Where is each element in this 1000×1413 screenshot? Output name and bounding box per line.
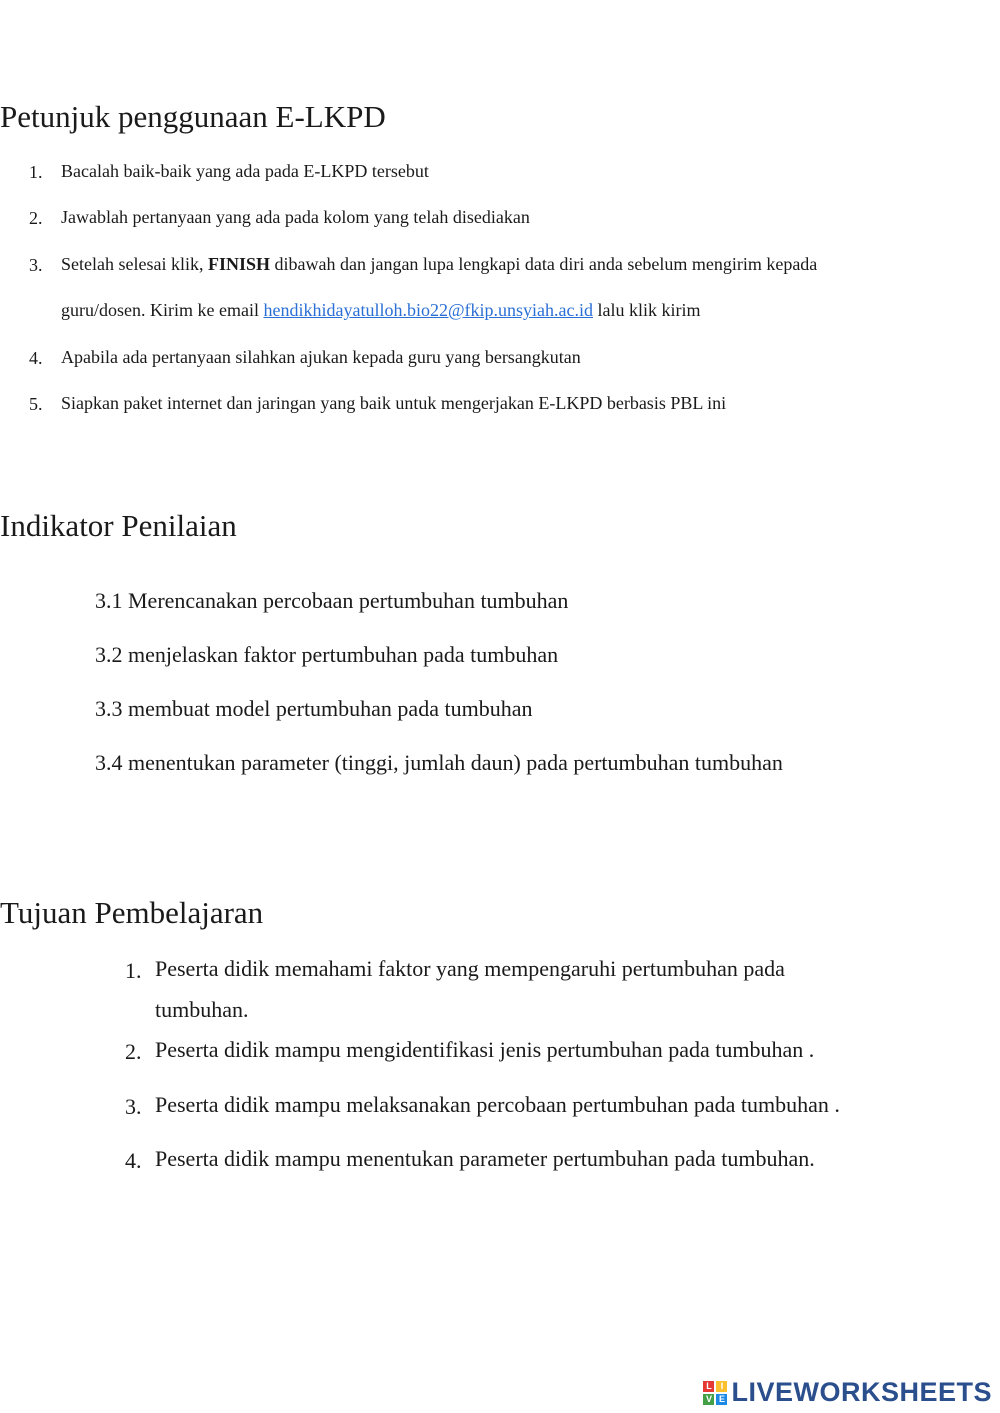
instruction-item: Apabila ada pertanyaan silahkan ajukan kepada guru yang bersangkutan [61,347,581,367]
logo-text: LIVEWORKSHEETS [731,1377,992,1407]
list-number: 3. [125,1094,142,1119]
list-number: 5. [29,394,43,414]
instruction-item-continuation [61,301,701,319]
list-number: 1. [29,162,43,182]
list-number: 3. [29,255,43,275]
objective-item: Peserta didik mampu melaksanakan percobaan pertumbuhan pada tumbuhan . [155,1092,840,1117]
logo-letter: E [716,1394,727,1405]
instruction-text: dibawah dan jangan lupa lengkapi data diri anda sebelum mengirim kepada [269,254,818,274]
instruction-item [61,255,817,273]
objective-item: Peserta didik mampu mengidentifikasi jenis pertumbuhan pada tumbuhan . [155,1037,815,1062]
liveworksheets-logo[interactable] [703,1377,992,1408]
list-number: 4. [125,1148,142,1173]
list-number: 4. [29,348,43,368]
objective-item: Peserta didik mampu menentukan parameter pertumbuhan pada tumbuhan. [155,1146,815,1171]
finish-keyword: FINISH [207,254,270,274]
section-title-tujuan: Tujuan Pembelajaran [0,895,264,930]
email-link[interactable]: hendikhidayatulloh.bio22@fkip.unsyiah.ac.id [263,300,593,320]
instruction-text: Setelah selesai klik, [61,254,208,274]
logo-letter: L [703,1381,714,1392]
logo-letter: I [716,1381,727,1392]
instruction-text: guru/dosen. Kirim ke email [61,300,264,320]
indicator-item: 3.3 membuat model pertumbuhan pada tumbuhan [95,696,533,721]
instruction-text: lalu klik kirim [593,300,701,320]
list-number: 2. [125,1039,142,1064]
instruction-item: Siapkan paket internet dan jaringan yang baik untuk mengerjakan E-LKPD berbasis PBL ini [61,393,727,413]
logo-mark-icon [703,1381,727,1405]
indicator-item: 3.4 menentukan parameter (tinggi, jumlah daun) pada pertumbuhan tumbuhan [95,750,783,775]
indicator-item: 3.1 Merencanakan percobaan pertumbuhan tumbuhan [95,588,569,613]
instruction-item: Bacalah baik-baik yang ada pada E-LKPD tersebut [61,161,429,181]
indicator-item: 3.2 menjelaskan faktor pertumbuhan pada tumbuhan [95,642,559,667]
objective-item-continuation: tumbuhan. [155,997,249,1022]
list-number: 1. [125,958,142,983]
objective-item: Peserta didik memahami faktor yang mempengaruhi pertumbuhan pada [155,956,785,981]
logo-letter: V [703,1394,714,1405]
section-title-petunjuk: Petunjuk penggunaan E-LKPD [0,99,386,134]
section-title-indikator: Indikator Penilaian [0,508,237,543]
list-number: 2. [29,208,43,228]
instruction-item: Jawablah pertanyaan yang ada pada kolom yang telah disediakan [61,207,530,227]
